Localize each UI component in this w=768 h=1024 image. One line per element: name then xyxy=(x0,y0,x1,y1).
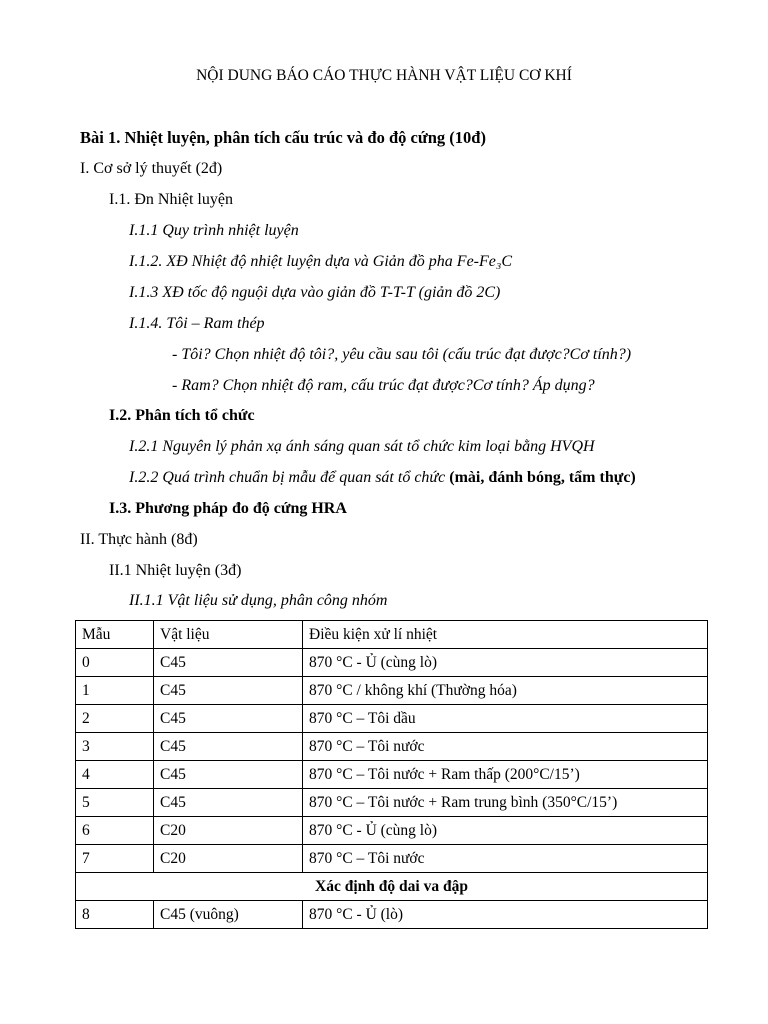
material-cell: C20 xyxy=(154,845,303,873)
sample-preparation-text: I.2.2 Quá trình chuẩn bị mẫu để quan sát tổ chức xyxy=(129,469,450,486)
sample-cell: 1 xyxy=(76,677,154,705)
sample-cell: 7 xyxy=(76,845,154,873)
treatment-cell: 870 °C – Tôi nước xyxy=(303,733,708,761)
treatment-cell: 870 °C - Ủ (lò) xyxy=(303,901,708,929)
section-heading-theory: I. Cơ sở lý thuyết (2đ) xyxy=(80,160,223,177)
subsection-heading-microstructure: I.2. Phân tích tổ chức xyxy=(109,407,255,424)
table-row xyxy=(76,901,708,929)
material-cell: C20 xyxy=(154,817,303,845)
item-materials-group-assignment: II.1.1 Vật liệu sử dụng, phân công nhóm xyxy=(129,592,388,609)
treatment-cell: 870 °C / không khí (Thường hóa) xyxy=(303,677,708,705)
document-title: NỘI DUNG BÁO CÁO THỰC HÀNH VẬT LIỆU CƠ KHÍ xyxy=(196,67,572,84)
treatment-cell: 870 °C - Ủ (cùng lò) xyxy=(303,817,708,845)
material-cell: C45 xyxy=(154,705,303,733)
subsection-heading-heat-treatment-def: I.1. Đn Nhiệt luyện xyxy=(109,191,233,208)
table-section-row xyxy=(76,873,708,901)
table-row xyxy=(76,677,708,705)
item-sample-preparation xyxy=(129,468,636,488)
table-row xyxy=(76,733,708,761)
subsection-heading-heat-treatment-practice: II.1 Nhiệt luyện (3đ) xyxy=(109,562,242,579)
materials-table xyxy=(75,620,708,929)
lesson-heading: Bài 1. Nhiệt luyện, phân tích cấu trúc và đo độ cứng (10đ) xyxy=(80,128,486,147)
sample-preparation-steps: (mài, đánh bóng, tẩm thực) xyxy=(449,469,636,486)
table-header-row xyxy=(76,621,708,649)
material-cell: C45 xyxy=(154,761,303,789)
section-impact-toughness: Xác định độ dai va đập xyxy=(76,873,708,901)
material-cell: C45 xyxy=(154,733,303,761)
sample-cell: 8 xyxy=(76,901,154,929)
table-row xyxy=(76,761,708,789)
item-heat-treatment-process: I.1.1 Quy trình nhiệt luyện xyxy=(129,222,299,239)
sample-cell: 2 xyxy=(76,705,154,733)
item-quench-temper: I.1.4. Tôi – Ram thép xyxy=(129,315,265,332)
item-light-reflection-principle: I.2.1 Nguyên lý phản xạ ánh sáng quan sát tổ chức kim loại bằng HVQH xyxy=(129,438,595,455)
subsection-heading-hardness: I.3. Phương pháp đo độ cứng HRA xyxy=(109,500,347,517)
sample-cell: 3 xyxy=(76,733,154,761)
table-row xyxy=(76,705,708,733)
treatment-cell: 870 °C – Tôi nước + Ram thấp (200°C/15’) xyxy=(303,761,708,789)
bullet-temper: - Ram? Chọn nhiệt độ ram, cấu trúc đạt được?Cơ tính? Áp dụng? xyxy=(172,377,595,394)
material-cell: C45 xyxy=(154,789,303,817)
bullet-quench: - Tôi? Chọn nhiệt độ tôi?, yêu cầu sau tôi (cấu trúc đạt được?Cơ tính?) xyxy=(172,346,632,363)
sample-cell: 0 xyxy=(76,649,154,677)
sample-cell: 6 xyxy=(76,817,154,845)
table-row xyxy=(76,845,708,873)
section-heading-practice: II. Thực hành (8đ) xyxy=(80,531,198,548)
material-cell: C45 (vuông) xyxy=(154,901,303,929)
material-cell: C45 xyxy=(154,649,303,677)
sample-cell: 5 xyxy=(76,789,154,817)
treatment-cell: 870 °C – Tôi nước + Ram trung bình (350°C/15’) xyxy=(303,789,708,817)
header-sample: Mẫu xyxy=(76,621,154,649)
sample-cell: 4 xyxy=(76,761,154,789)
item-temperature-phase-diagram: I.1.2. XĐ Nhiệt độ nhiệt luyện dựa và Giản đồ pha Fe-Fe₃C xyxy=(129,253,513,270)
treatment-cell: 870 °C – Tôi dầu xyxy=(303,705,708,733)
header-treatment: Điều kiện xử lí nhiệt xyxy=(303,621,708,649)
treatment-cell: 870 °C – Tôi nước xyxy=(303,845,708,873)
table-row xyxy=(76,649,708,677)
material-cell: C45 xyxy=(154,677,303,705)
item-cooling-rate-ttt: I.1.3 XĐ tốc độ nguội dựa vào giản đồ T-T-T (giản đồ 2C) xyxy=(129,284,501,301)
table-row xyxy=(76,817,708,845)
header-material: Vật liệu xyxy=(154,621,303,649)
table-row xyxy=(76,789,708,817)
treatment-cell: 870 °C - Ủ (cùng lò) xyxy=(303,649,708,677)
